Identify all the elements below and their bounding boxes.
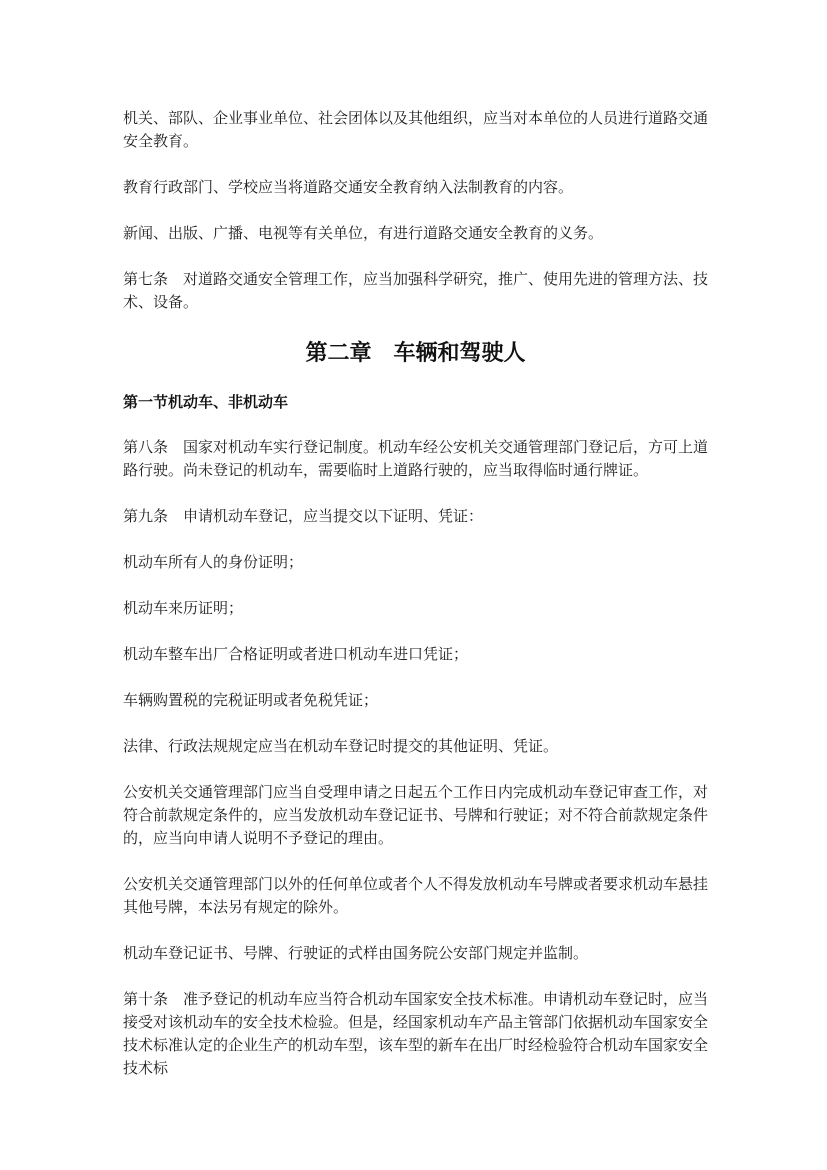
section-heading: 第一节机动车、非机动车	[123, 394, 289, 411]
paragraph-id-proof: 机动车所有人的身份证明；	[123, 555, 304, 571]
paragraph-origin-proof: 机动车来历证明；	[123, 601, 244, 617]
paragraph-article-8: 第八条 国家对机动车实行登记制度。机动车经公安机关交通管理部门登记后，方可上道路行驶。尚未登记的机动车，需要临时上道路行驶的，应当取得临时通行牌证。	[123, 440, 709, 479]
paragraph-article-7: 第七条 对道路交通安全管理工作，应当加强科学研究，推广、使用先进的管理方法、技术、设备。	[123, 272, 709, 311]
paragraph-media-duty: 新闻、出版、广播、电视等有关单位，有进行道路交通安全教育的义务。	[123, 226, 604, 242]
paragraph-article-10: 第十条 准予登记的机动车应当符合机动车国家安全技术标准。申请机动车登记时，应当接受对该机动车的安全技术检验。但是，经国家机动车产品主管部门依据机动车国家安全技术标准认定的企业生产的机动车型，该车型的新车在出厂时经检验符合机动车国家安全技术标	[123, 992, 709, 1077]
chapter-heading: 第二章 车辆和驾驶人	[305, 340, 526, 365]
paragraph-article-9: 第九条 申请机动车登记，应当提交以下证明、凭证：	[123, 509, 484, 525]
paragraph-school-education: 教育行政部门、学校应当将道路交通安全教育纳入法制教育的内容。	[123, 180, 574, 196]
paragraph-registration-review: 公安机关交通管理部门应当自受理申请之日起五个工作日内完成机动车登记审查工作，对符合前款规定条件的，应当发放机动车登记证书、号牌和行驶证；对不符合前款规定条件的，应当向申请人说明不予登记的理由。	[123, 785, 709, 847]
paragraph-other-proof: 法律、行政法规规定应当在机动车登记时提交的其他证明、凭证。	[123, 739, 559, 755]
paragraph-plate-restriction: 公安机关交通管理部门以外的任何单位或者个人不得发放机动车号牌或者要求机动车悬挂其他号牌，本法另有规定的除外。	[123, 877, 709, 916]
paragraph-org-education: 机关、部队、企业事业单位、社会团体以及其他组织，应当对本单位的人员进行道路交通安全教育。	[123, 111, 709, 150]
paragraph-tax-proof: 车辆购置税的完税证明或者免税凭证；	[123, 693, 379, 709]
paragraph-factory-proof: 机动车整车出厂合格证明或者进口机动车进口凭证；	[123, 647, 469, 663]
paragraph-certificate-style: 机动车登记证书、号牌、行驶证的式样由国务院公安部门规定并监制。	[123, 946, 589, 962]
